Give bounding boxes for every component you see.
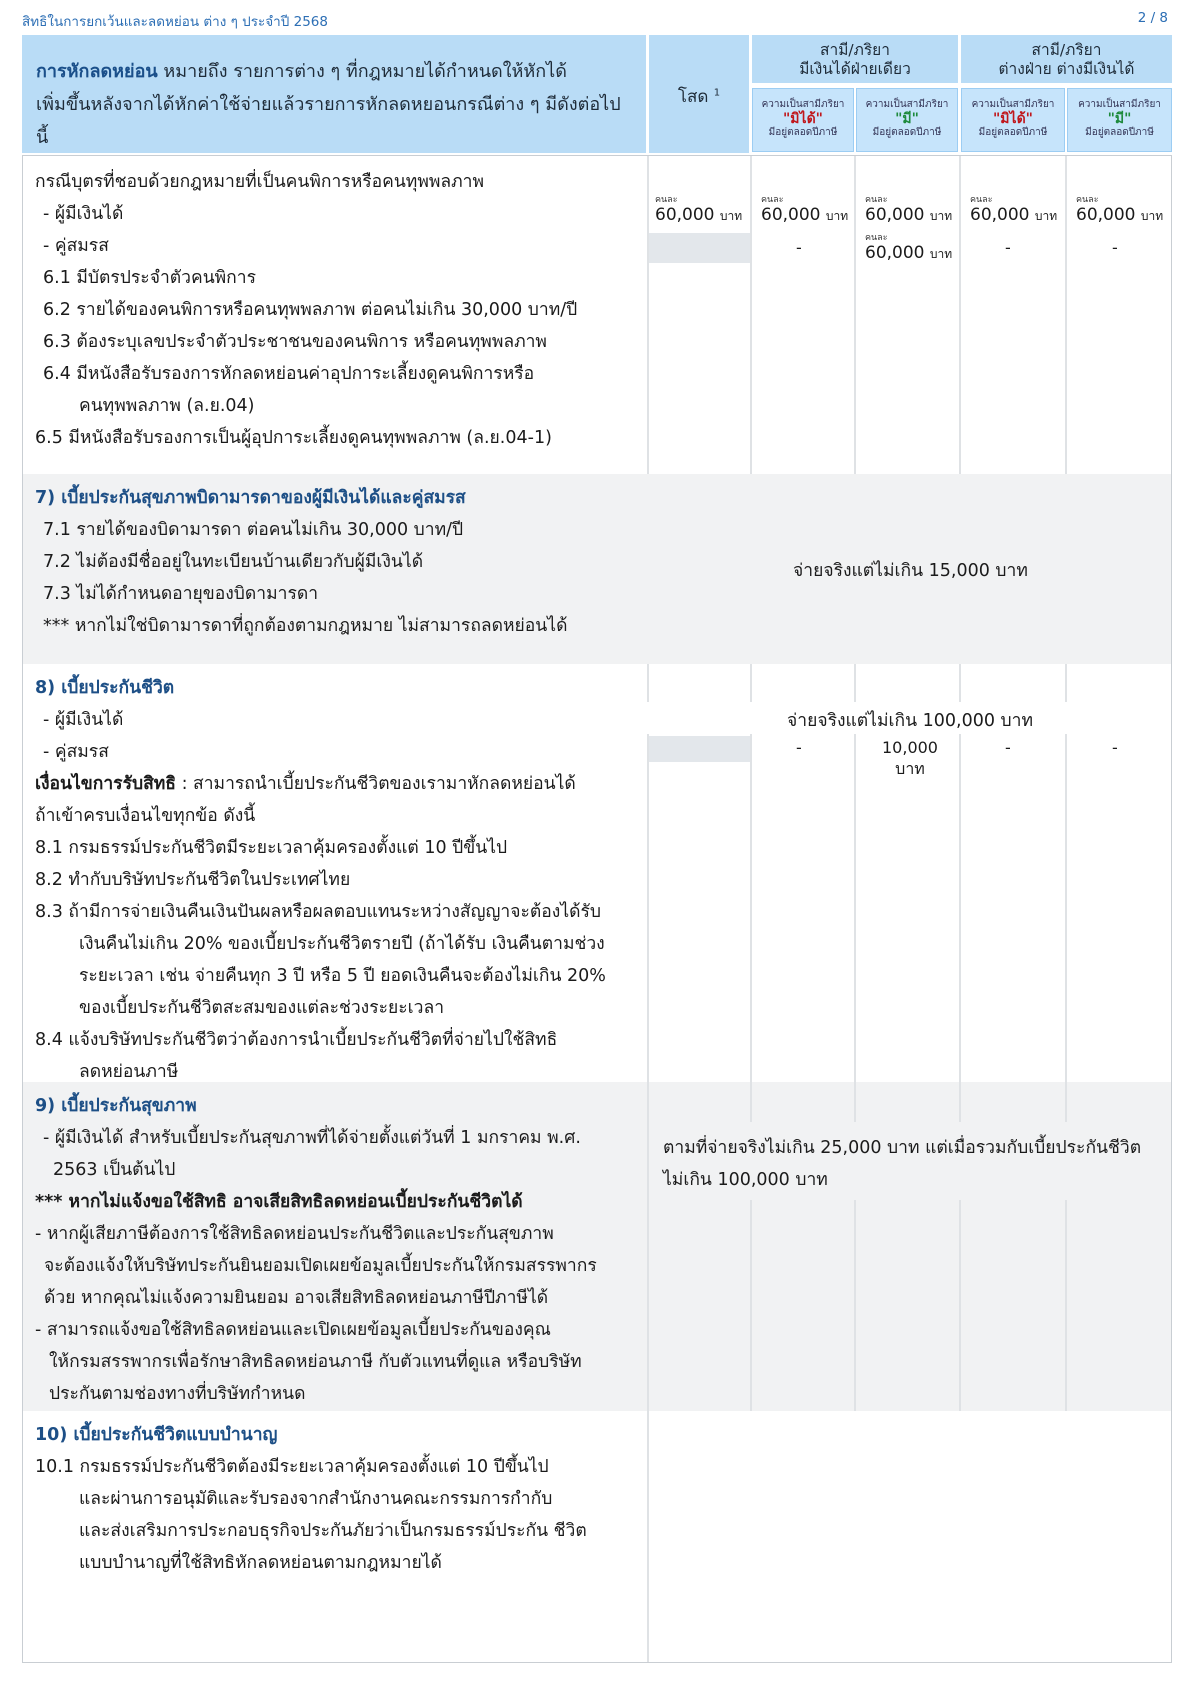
line: กรณีบุตรที่ชอบด้วยกฎหมายที่เป็นคนพิการหรือคนทุพพลภาพ (35, 172, 485, 192)
line: 6.1 มีบัตรประจำตัวคนพิการ (43, 268, 257, 288)
section-7-text (35, 482, 567, 642)
amount-g1-yes (865, 194, 952, 225)
amount: 60,000 (970, 205, 1030, 225)
section-parents-health (23, 474, 1171, 664)
line: และผ่านการอนุมัติและรับรองจากสำนักงานคณะกรรมการกำกับ (79, 1489, 553, 1509)
shaded-cell (649, 736, 750, 762)
line: 2563 เป็นต้นไป (53, 1160, 176, 1180)
life-insurance-value: จ่ายจริงแต่ไม่เกิน 100,000 บาท (787, 711, 1034, 731)
subheader-g1-not (752, 88, 854, 152)
intro-line1: หมายถึง รายการต่าง ๆ ที่กฎหมายได้กำหนดให้หักได้ (157, 61, 567, 82)
group2-line2: ต่างฝ่าย ต่างมีเงินได้ (998, 60, 1135, 78)
dash: - (1005, 738, 1011, 757)
sub-not: "มิได้" (783, 111, 823, 127)
per-person: คนละ (761, 195, 784, 205)
line: : สามารถนำเบี้ยประกันชีวิตของเรามาหักลดหย่อนได้ (176, 774, 576, 794)
amount-g1-yes-spouse (865, 232, 952, 263)
amount: 60,000 (865, 243, 925, 263)
unit: บาท (719, 209, 743, 223)
line: 8.4 แจ้งบริษัทประกันชีวิตว่าต้องการนำเบี้ยประกันชีวิตที่จ่ายไปใช้สิทธิ (35, 1030, 558, 1050)
line: ระยะเวลา เช่น จ่ายคืนทุก 3 ปี หรือ 5 ปี ยอดเงินคืนจะต้องไม่เกิน 20% (79, 966, 606, 986)
intro-line2: เพิ่มขึ้นหลังจากได้หักค่าใช้จ่ายแล้วรายการหักลดหยอนกรณีต่าง ๆ มีดังต่อไปนี้ (36, 94, 621, 148)
line: - หากผู้เสียภาษีต้องการใช้สิทธิลดหย่อนประกันชีวิตและประกันสุขภาพ (35, 1224, 554, 1244)
column-group-one-income (752, 35, 958, 83)
line: 7.2 ไม่ต้องมีชื่ออยู่ในทะเบียนบ้านเดียวกับผู้มีเงินได้ (43, 552, 424, 572)
single-footnote: 1 (713, 87, 721, 99)
dash: - (1005, 238, 1011, 257)
per-person: คนละ (865, 195, 888, 205)
line: *** หากไม่ใช่บิดามารดาที่ถูกต้องตามกฎหมาย ไม่สามารถลดหย่อนได้ (43, 616, 568, 636)
section-8-text (35, 672, 606, 1088)
subheader-g2-not (961, 88, 1065, 152)
line: - ผู้มีเงินได้ (43, 710, 124, 730)
section-title: 7) เบี้ยประกันสุขภาพบิดามารดาของผู้มีเงินได้และคู่สมรส (35, 488, 466, 508)
amount-single (655, 194, 742, 225)
group2-line1: สามี/ภริยา (1031, 41, 1102, 59)
deduction-table (22, 155, 1172, 1663)
amount-g1-not (761, 194, 848, 225)
document-title: สิทธิในการยกเว้นและลดหย่อน ต่าง ๆ ประจำปี 2568 (22, 14, 328, 30)
line: ให้กรมสรรพากรเพื่อรักษาสิทธิลดหย่อนภาษี กับตัวแทนที่ดูแล หรือบริษัท (49, 1352, 582, 1372)
line: 7.1 รายได้ของบิดามารดา ต่อคนไม่เกิน 30,000 บาท/ปี (43, 520, 464, 540)
line: - สามารถแจ้งขอใช้สิทธิลดหย่อนและเปิดเผยข้อมูลเบี้ยประกันของคุณ (35, 1320, 551, 1340)
line: เงินคืนไม่เกิน 20% ของเบี้ยประกันชีวิตรายปี (ถ้าได้รับ เงินคืนตามช่วง (79, 934, 605, 954)
line: - คู่สมรส (43, 236, 109, 256)
amount-g2-not (970, 194, 1057, 225)
health-value-line1: ตามที่จ่ายจริงไม่เกิน 25,000 บาท แต่เมื่อรวมกับเบี้ยประกันชีวิต (663, 1138, 1142, 1158)
per-person: คนละ (1076, 195, 1099, 205)
page-number: 2 / 8 (1137, 10, 1168, 26)
sub-bottom: มีอยู่ตลอดปีภาษี (768, 127, 838, 138)
health-value (663, 1132, 1141, 1196)
amount-g2-yes (1076, 194, 1163, 225)
line: 8.3 ถ้ามีการจ่ายเงินคืนเงินปันผลหรือผลตอบแทนระหว่างสัญญาจะต้องได้รับ (35, 902, 601, 922)
sub-top: ความเป็นสามีภริยา (971, 99, 1055, 110)
unit: บาท (1140, 209, 1164, 223)
unit: บาท (929, 247, 953, 261)
section-life-insurance (23, 664, 1171, 1082)
shaded-cell (649, 233, 750, 263)
dash: - (1112, 738, 1118, 757)
per-person: คนละ (655, 195, 678, 205)
amount: 60,000 (865, 205, 925, 225)
section-annuity (23, 1411, 1171, 1662)
line: คนทุพพลภาพ (ล.ย.04) (79, 396, 255, 416)
sub-not: "มิได้" (993, 111, 1033, 127)
section-disabled-child (23, 156, 1171, 474)
table-header-description (22, 35, 646, 153)
dash: - (796, 238, 802, 257)
intro-bold: การหักลดหย่อน (36, 61, 158, 82)
unit: บาท (825, 209, 849, 223)
line: 8.1 กรมธรรม์ประกันชีวิตมีระยะเวลาคุ้มครองตั้งแต่ 10 ปีขึ้นไป (35, 838, 508, 858)
column-header-single (649, 35, 749, 153)
line: 6.3 ต้องระบุเลขประจำตัวประชาชนของคนพิการ หรือคนทุพพลภาพ (43, 332, 547, 352)
sub-bottom: มีอยู่ตลอดปีภาษี (1085, 127, 1154, 138)
sub-top: ความเป็นสามีภริยา (1078, 99, 1161, 110)
line: ด้วย หากคุณไม่แจ้งความยินยอม อาจเสียสิทธิลดหย่อนภาษีปีภาษีได้ (44, 1288, 549, 1308)
line: 6.4 มีหนังสือรับรองการหักลดหย่อนค่าอุปการะเลี้ยงดูคนพิการหรือ (43, 364, 535, 384)
section-disabled-text (35, 166, 577, 454)
per-person: คนละ (865, 233, 888, 243)
line: ของเบี้ยประกันชีวิตสะสมของแต่ละช่วงระยะเวลา (79, 998, 445, 1018)
section-9-text (35, 1090, 597, 1410)
amount: 60,000 (761, 205, 821, 225)
unit: บาท (1034, 209, 1058, 223)
column-group-both-income (961, 35, 1172, 83)
sub-bottom: มีอยู่ตลอดปีภาษี (978, 127, 1048, 138)
line: - ผู้มีเงินได้ (43, 204, 124, 224)
dash: - (1112, 238, 1118, 257)
subheader-g1-yes (856, 88, 958, 152)
line: 10.1 กรมธรรม์ประกันชีวิตต้องมีระยะเวลาคุ้มครองตั้งแต่ 10 ปีขึ้นไป (35, 1457, 549, 1477)
life-spouse-value: 10,000 บาท (882, 738, 938, 778)
dash: - (796, 738, 802, 757)
line: ประกันตามช่องทางที่บริษัทกำหนด (49, 1384, 306, 1404)
group1-line1: สามี/ภริยา (820, 41, 890, 59)
warning: *** หากไม่แจ้งขอใช้สิทธิ อาจเสียสิทธิลดหย่อนเบี้ยประกันชีวิตได้ (35, 1192, 523, 1212)
line: จะต้องแจ้งให้บริษัทประกันยินยอมเปิดเผยข้อมูลเบี้ยประกันให้กรมสรรพากร (44, 1256, 597, 1276)
line: 6.2 รายได้ของคนพิการหรือคนทุพพลภาพ ต่อคนไม่เกิน 30,000 บาท/ปี (43, 300, 578, 320)
line: 8.2 ทำกับบริษัทประกันชีวิตในประเทศไทย (35, 870, 351, 890)
line: ลดหย่อนภาษี (79, 1062, 179, 1082)
line: 6.5 มีหนังสือรับรองการเป็นผู้อุปการะเลี้ยงดูคนทุพพลภาพ (ล.ย.04-1) (35, 428, 552, 448)
line: - ผู้มีเงินได้ สำหรับเบี้ยประกันสุขภาพที่ได้จ่ายตั้งแต่วันที่ 1 มกราคม พ.ศ. (43, 1128, 581, 1148)
line: 7.3 ไม่ได้กำหนดอายุของบิดามารดา (43, 584, 319, 604)
group1-line2: มีเงินได้ฝ่ายเดียว (799, 60, 911, 78)
sub-yes: "มี" (895, 111, 919, 127)
section-title: 8) เบี้ยประกันชีวิต (35, 678, 175, 698)
section-title: 10) เบี้ยประกันชีวิตแบบบำนาญ (35, 1425, 278, 1445)
sub-bottom: มีอยู่ตลอดปีภาษี (872, 127, 942, 138)
page-header (22, 10, 1172, 32)
sub-top: ความเป็นสามีภริยา (761, 99, 845, 110)
line: แบบบำนาญที่ใช้สิทธิหักลดหย่อนตามกฎหมายได้ (79, 1553, 442, 1573)
sub-top: ความเป็นสามีภริยา (865, 99, 949, 110)
health-value-line2: ไม่เกิน 100,000 บาท (663, 1170, 828, 1190)
section-health-insurance (23, 1082, 1171, 1411)
line: ถ้าเข้าครบเงื่อนไขทุกข้อ ดังนี้ (35, 806, 256, 826)
section-10-text (35, 1419, 587, 1579)
line: - คู่สมรส (43, 742, 109, 762)
single-label: โสด (677, 87, 709, 107)
unit: บาท (929, 209, 953, 223)
amount: 60,000 (655, 205, 715, 225)
parents-health-value: จ่ายจริงแต่ไม่เกิน 15,000 บาท (793, 561, 1028, 581)
section-title: 9) เบี้ยประกันสุขภาพ (35, 1096, 197, 1116)
subheader-g2-yes (1067, 88, 1172, 152)
line: และส่งเสริมการประกอบธุรกิจประกันภัยว่าเป็นกรมธรรม์ประกัน ชีวิต (79, 1521, 587, 1541)
sub-yes: "มี" (1107, 111, 1132, 127)
per-person: คนละ (970, 195, 993, 205)
condition-label: เงื่อนไขการรับสิทธิ (35, 774, 176, 794)
amount: 60,000 (1076, 205, 1136, 225)
